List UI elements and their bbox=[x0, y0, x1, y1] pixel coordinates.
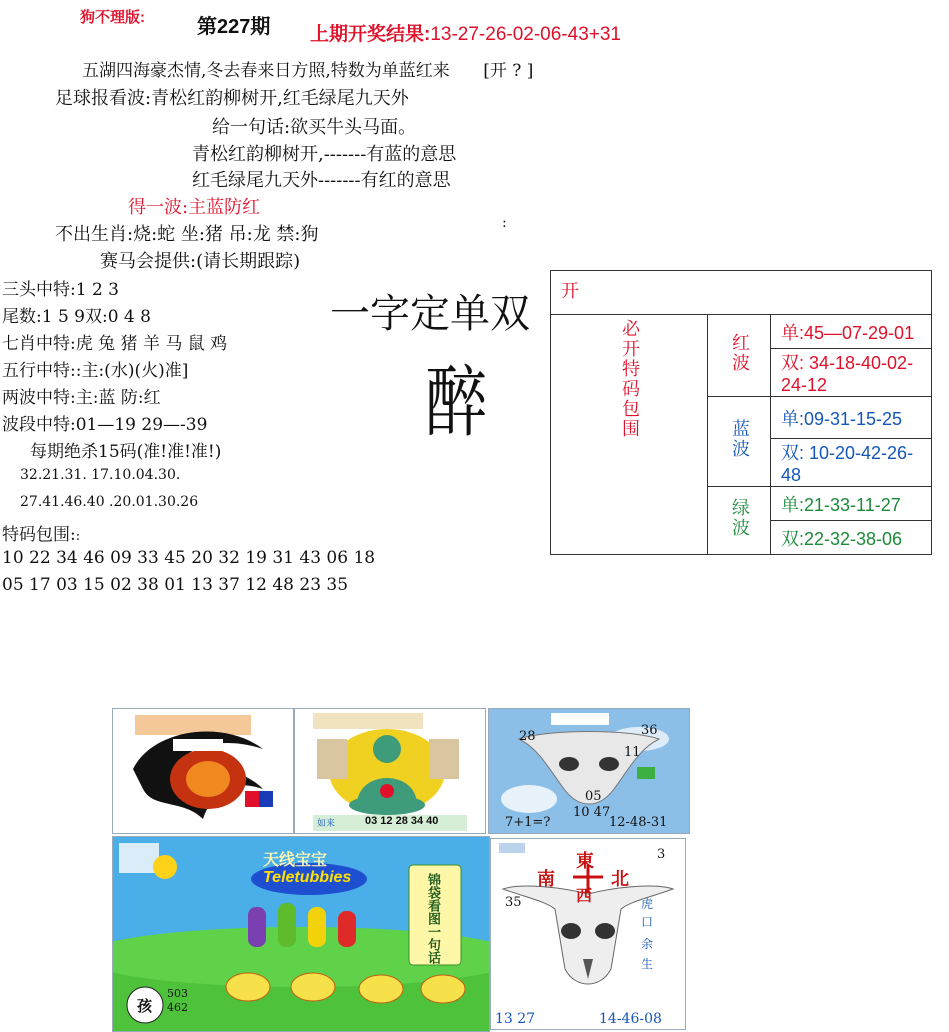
wave-segment: 波段中特:01—19 29—-39 bbox=[2, 415, 208, 435]
blue-wave-label-text: 蓝波 bbox=[729, 419, 750, 459]
teletubbies-side-text: 锦袋看图一句话 bbox=[425, 873, 440, 964]
skull-formula: 7+1=? bbox=[505, 815, 551, 830]
last-result-label: 上期开奖结果: bbox=[310, 24, 431, 45]
wave-tip: 得一波:主蓝防红 bbox=[128, 197, 261, 218]
teletubbies-badge: 孩 bbox=[137, 997, 153, 1015]
zodiac-line: 不出生肖:烧:蛇 坐:猪 吊:龙 禁:狗 bbox=[55, 224, 319, 245]
teletubbies-picture bbox=[112, 836, 490, 1032]
five-elements: 五行中特::主:(水)(火)准] bbox=[2, 361, 189, 381]
kill-row-1: 32.21.31. 17.10.04.30. bbox=[20, 467, 181, 483]
blue-wave-label bbox=[708, 397, 771, 487]
kill-title: 每期绝杀15码(准!准!准!) bbox=[30, 442, 222, 462]
single-double-title: 一字定单双 bbox=[330, 291, 530, 337]
tail-digits: 尾数:1 5 9双:0 4 8 bbox=[2, 307, 151, 327]
green-single: 单:21-33-11-27 bbox=[771, 487, 932, 521]
skull-number-2: 36 bbox=[641, 723, 658, 738]
poem-line-3: 给一句话:欲买牛头马面。 bbox=[212, 117, 417, 138]
bull-skull-picture bbox=[490, 838, 686, 1030]
bull-north-label: 北 bbox=[611, 869, 629, 890]
red-wave-label-text: 红波 bbox=[729, 333, 750, 373]
last-result bbox=[310, 19, 621, 46]
provider-line: 赛马会提供:(请长期跟踪) bbox=[100, 251, 301, 272]
teletubbies-title: 天线宝宝 bbox=[263, 852, 328, 869]
poem-line-1-tag: [开 ? ] bbox=[483, 61, 534, 81]
single-double-glyph: 醉 bbox=[425, 358, 488, 448]
poem-line-1 bbox=[82, 56, 533, 81]
red-double: 双: 34-18-40-02-24-12 bbox=[771, 349, 932, 397]
pack-row-1: 10 22 34 46 09 33 45 20 32 19 31 43 06 18 bbox=[2, 548, 376, 568]
bull-west-label: 西 bbox=[576, 886, 593, 905]
pack-row-2: 05 17 03 15 02 38 01 13 37 12 48 23 35 bbox=[2, 575, 349, 595]
skull-number-3: 11 bbox=[624, 745, 641, 760]
table-side-text: 必开特码包围 bbox=[619, 319, 640, 439]
bull-number-left: 35 bbox=[505, 895, 522, 910]
buddha-picture bbox=[294, 708, 486, 834]
bull-side-3: 余 bbox=[641, 937, 654, 951]
green-wave-label-text: 绿波 bbox=[729, 498, 750, 538]
publisher-label: 狗不理版: bbox=[80, 9, 145, 26]
skull-number-4: 05 bbox=[585, 789, 602, 804]
skull-picture bbox=[488, 708, 690, 834]
two-waves: 两波中特:主:蓝 防:红 bbox=[2, 388, 161, 408]
bull-south-label: 南 bbox=[537, 869, 555, 890]
poem-line-4: 青松红韵柳树开,-------有蓝的意思 bbox=[192, 144, 457, 165]
teletubbies-numbers-2: 462 bbox=[167, 1001, 188, 1014]
red-wave-label bbox=[708, 315, 771, 397]
bull-side-2: 口 bbox=[641, 915, 654, 929]
skull-bottom-number: 12-48-31 bbox=[609, 815, 668, 830]
seven-zodiac: 七肖中特:虎 兔 猪 羊 马 鼠 鸡 bbox=[2, 334, 228, 354]
bull-bottom-left: 13 27 bbox=[495, 1011, 536, 1027]
bull-number-top-right: 3 bbox=[657, 847, 666, 862]
three-heads: 三头中特:1 2 3 bbox=[2, 280, 119, 300]
poem-line-2: 足球报看波:青松红韵柳树开,红毛绿尾九天外 bbox=[55, 88, 409, 109]
skull-number-1: 28 bbox=[519, 729, 536, 744]
teletubbies-brand: Teletubbies bbox=[263, 869, 352, 886]
pack-title bbox=[2, 520, 80, 545]
poem-line-1-text: 五湖四海豪杰情,冬去春来日方照,特数为单蓝红来 bbox=[82, 61, 450, 81]
buddha-label: 如来 bbox=[317, 818, 336, 828]
last-result-value: 13-27-26-02-06-43+31 bbox=[430, 24, 621, 45]
colon-mark: : bbox=[502, 215, 507, 231]
green-double: 双:22-32-38-06 bbox=[771, 521, 932, 555]
blue-single: 单:09-31-15-25 bbox=[771, 397, 932, 439]
buddha-caption: 03 12 28 34 40 bbox=[365, 815, 439, 827]
bull-east-label: 東 bbox=[576, 851, 594, 872]
bull-bottom-right: 14-46-08 bbox=[599, 1011, 662, 1027]
red-single: 单:45—07-29-01 bbox=[771, 315, 932, 349]
teletubbies-numbers-1: 503 bbox=[167, 987, 188, 1000]
blue-double: 双: 10-20-42-26-48 bbox=[771, 439, 932, 487]
kill-row-2: 27.41.46.40 .20.01.30.26 bbox=[20, 494, 199, 510]
fire-picture bbox=[112, 708, 294, 834]
table-top-cell: 开 bbox=[551, 271, 932, 315]
pack-title-text: 特码包围: bbox=[2, 525, 76, 545]
pack-title-mark: : bbox=[75, 529, 81, 544]
issue-number: 第227期 bbox=[197, 16, 271, 38]
skull-number-5: 10 47 bbox=[573, 805, 611, 820]
wave-pack-table bbox=[550, 270, 932, 555]
green-wave-label bbox=[708, 487, 771, 555]
poem-line-5: 红毛绿尾九天外-------有红的意思 bbox=[192, 170, 451, 191]
bull-side-4: 生 bbox=[641, 957, 654, 971]
bull-side-1: 虎 bbox=[641, 897, 654, 911]
table-side-cell bbox=[551, 315, 708, 555]
